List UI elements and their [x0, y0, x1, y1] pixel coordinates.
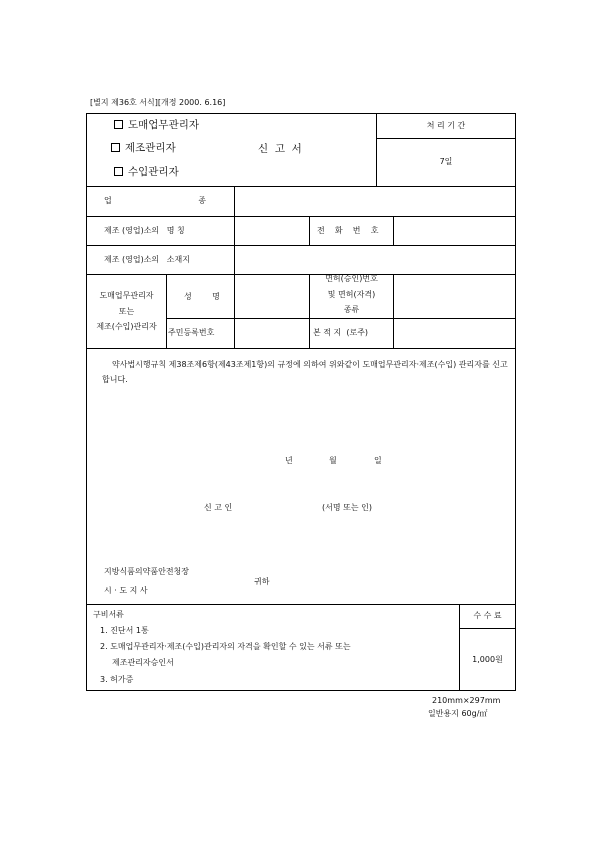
domicile-label: 본 적 지 (로주)	[313, 328, 369, 337]
document-item-2-cont: 제조관리자승인서	[112, 658, 174, 667]
row-line-3	[86, 245, 516, 246]
manager-group-line1: 도매업무관리자	[99, 291, 154, 300]
fee-label: 수 수 료	[473, 611, 502, 620]
company-name-value[interactable]	[240, 220, 304, 242]
processing-period-label: 처 리 기 간	[426, 121, 466, 130]
declaration-text: 약사법시행규칙 제38조제6항(제43조제1항)의 규정에 의하여 위와같이 도매업무관리자·제조(수입) 관리자를 신고합니다.	[102, 360, 508, 384]
date-month: 월	[329, 456, 337, 465]
row-line-2	[86, 216, 516, 217]
checkbox-import[interactable]	[114, 167, 123, 176]
recipient-line2: 시 · 도 지 사	[104, 586, 148, 595]
col-line-right2	[393, 274, 394, 348]
row-line-7	[86, 604, 516, 605]
paper-weight: 일반용지 60g/㎡	[428, 709, 488, 718]
document-item-2: 2. 도매업무관리자·제조(수입)관리자의 자격을 확인할 수 있는 서류 또는	[100, 642, 351, 651]
fee-value: 1,000원	[472, 655, 503, 664]
recipient-line1: 지방식품의약품안전청장	[104, 567, 190, 576]
date-day: 일	[374, 456, 382, 465]
frame-bottom	[86, 690, 516, 691]
manager-group-line2: 또는	[118, 307, 135, 316]
option-manufacturing	[111, 143, 176, 154]
company-name-label: 제조 (영업)소의 명 칭	[104, 226, 185, 235]
checkbox-wholesale[interactable]	[114, 120, 123, 129]
period-header-line	[376, 138, 516, 139]
frame-top	[86, 113, 516, 114]
option-wholesale	[114, 120, 199, 131]
col-line-group	[166, 274, 167, 348]
col-line-label	[234, 186, 235, 348]
form-title: 신 고 서	[258, 143, 302, 155]
license-line1: 면허(승인)번호	[325, 274, 378, 283]
documents-heading: 구비서류	[93, 610, 124, 619]
license-line3: 종류	[343, 305, 360, 314]
address-value[interactable]	[240, 249, 510, 271]
option-import-label: 수입관리자	[128, 166, 179, 178]
date-year: 년	[285, 456, 293, 465]
resident-number-value[interactable]	[240, 322, 304, 344]
col-line-right	[393, 216, 394, 246]
checkbox-manufacturing[interactable]	[111, 143, 120, 152]
option-import	[114, 167, 179, 178]
fee-header-line	[459, 628, 516, 629]
phone-label: 전 화 번 호	[317, 226, 379, 235]
row-line-5	[166, 318, 516, 319]
declarant-label: 신 고 인	[204, 503, 233, 512]
row-line-4	[86, 274, 516, 275]
option-wholesale-label: 도매업무관리자	[128, 119, 200, 131]
license-value[interactable]	[398, 279, 510, 315]
phone-value[interactable]	[398, 220, 510, 242]
license-line2: 및 면허(자격)	[327, 290, 376, 299]
col-line-mid	[309, 216, 310, 246]
address-label: 제조 (영업)소의 소재지	[104, 255, 190, 264]
row-line-1	[86, 186, 516, 187]
name-value[interactable]	[240, 279, 304, 315]
form-reference: [별지 제36호 서식][개정 2000. 6.16]	[90, 98, 226, 107]
recipient-suffix: 귀하	[254, 577, 270, 586]
business-type-value[interactable]	[240, 192, 510, 212]
business-type-label: 업 종	[104, 196, 206, 205]
domicile-value[interactable]	[398, 322, 510, 344]
option-manufacturing-label: 제조관리자	[125, 142, 176, 154]
processing-period-value: 7일	[439, 157, 453, 166]
name-label: 성 명	[184, 292, 220, 301]
row-line-6	[86, 348, 516, 349]
paper-size: 210mm×297mm	[432, 696, 501, 705]
document-item-1: 1. 진단서 1통	[100, 626, 149, 635]
resident-number-label: 주민등록번호	[168, 328, 215, 337]
document-item-3: 3. 허가증	[100, 675, 134, 684]
manager-group-line3: 제조(수입)관리자	[96, 322, 157, 331]
signature-label: (서명 또는 인)	[322, 503, 372, 512]
